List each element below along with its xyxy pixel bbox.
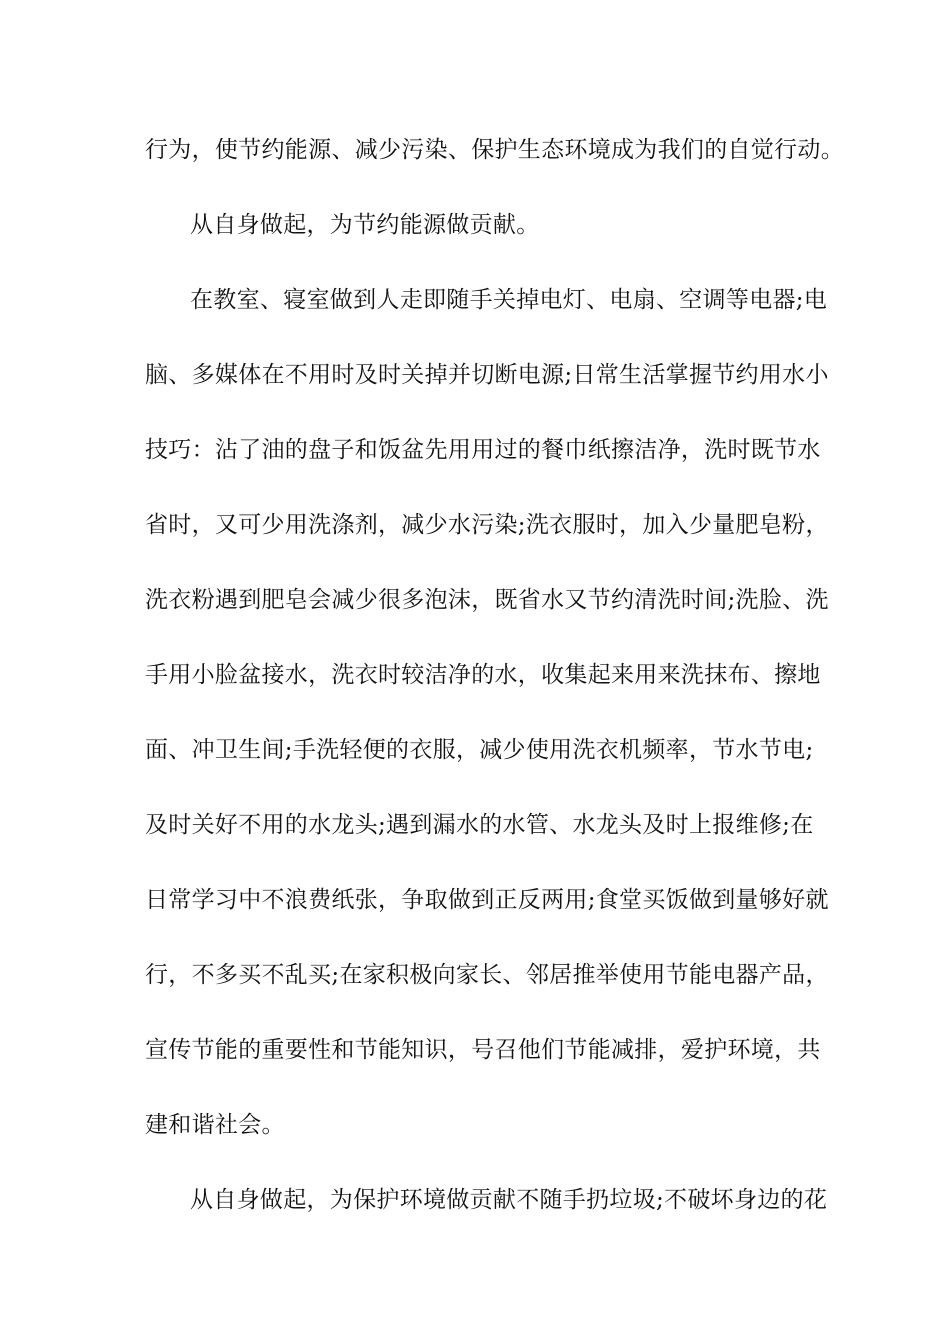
- text-line: 宣传节能的重要性和节能知识，号召他们节能减排，爱护环境，共: [145, 1037, 821, 1063]
- text-line: 从自身做起，为保护环境做贡献不随手扔垃圾;不破坏身边的花: [190, 1187, 828, 1213]
- text-line: 行为，使节约能源、减少污染、保护生态环境成为我们的自觉行动。: [145, 137, 844, 163]
- text-line: 行，不多买不乱买;在家积极向家长、邻居推举使用节能电器产品，: [145, 962, 829, 988]
- text-line: 脑、多媒体在不用时及时关掉并切断电源;日常生活掌握节约用水小: [145, 362, 829, 388]
- paragraph-heading: 从自身做起，为节约能源做贡献。: [190, 212, 540, 238]
- text-line: 日常学习中不浪费纸张，争取做到正反两用;食堂买饭做到量够好就: [145, 887, 829, 913]
- text-line: 面、冲卫生间;手洗轻便的衣服，减少使用洗衣机频率，节水节电;: [145, 737, 814, 763]
- text-line: 洗衣粉遇到肥皂会减少很多泡沫，既省水又节约清洗时间;洗脸、洗: [145, 587, 829, 613]
- text-line: 在教室、寝室做到人走即随手关掉电灯、电扇、空调等电器;电: [190, 287, 828, 313]
- text-line: 手用小脸盆接水，洗衣时较洁净的水，收集起来用来洗抹布、擦地: [145, 662, 821, 688]
- text-line: 建和谐社会。: [145, 1112, 285, 1138]
- text-line: 省时，又可少用洗涤剂，减少水污染;洗衣服时，加入少量肥皂粉，: [145, 512, 829, 538]
- text-line: 及时关好不用的水龙头;遇到漏水的水管、水龙头及时上报维修;在: [145, 812, 814, 838]
- text-line: 技巧：沾了油的盘子和饭盆先用用过的餐巾纸擦洁净，洗时既节水: [145, 437, 821, 463]
